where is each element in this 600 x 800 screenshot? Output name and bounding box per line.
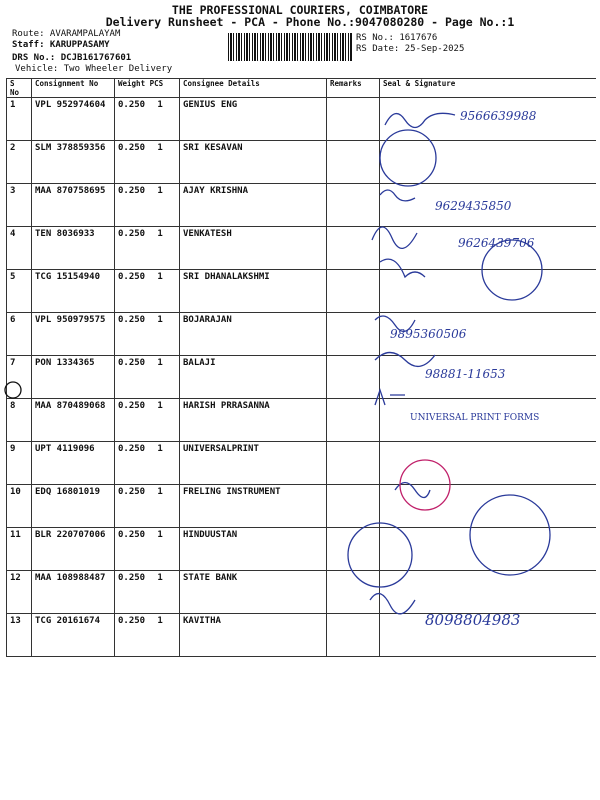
pcs: 1 xyxy=(157,100,163,110)
remarks xyxy=(327,184,380,227)
table-row xyxy=(7,442,597,485)
weight-pcs xyxy=(115,184,180,227)
weight-pcs xyxy=(115,227,180,270)
phone-handwritten: 9629435850 xyxy=(435,199,512,213)
pcs: 1 xyxy=(157,358,163,368)
weight: 0.250 xyxy=(118,530,146,540)
table-row xyxy=(7,614,597,657)
pcs: 1 xyxy=(157,229,163,239)
col-consignee: Consignee Details xyxy=(180,79,327,98)
weight-pcs xyxy=(115,98,180,141)
weight: 0.250 xyxy=(118,401,146,411)
consignment-no: MAA 870489068 xyxy=(32,399,115,442)
table-row xyxy=(7,227,597,270)
seal-signature xyxy=(380,141,597,184)
consignee: HARISH PRRASANNA xyxy=(180,399,327,442)
weight: 0.250 xyxy=(118,444,146,454)
pcs: 1 xyxy=(157,315,163,325)
phone-handwritten: 9566639988 xyxy=(460,109,537,123)
seal-signature xyxy=(380,485,597,528)
vehicle: Vehicle: Two Wheeler Delivery xyxy=(15,64,173,74)
sno: 2 xyxy=(7,141,32,184)
pcs: 1 xyxy=(157,401,163,411)
consignment-no: EDQ 16801019 xyxy=(32,485,115,528)
seal-signature xyxy=(380,270,597,313)
table-row xyxy=(7,141,597,184)
seal-signature xyxy=(380,528,597,571)
pcs: 1 xyxy=(157,616,163,626)
sno: 8 xyxy=(7,399,32,442)
route: Route: AVARAMPALAYAM xyxy=(12,29,121,39)
staff: Staff: KARUPPASAMY xyxy=(12,40,110,50)
pcs: 1 xyxy=(157,487,163,497)
consignment-no: UPT 4119096 xyxy=(32,442,115,485)
weight-pcs xyxy=(115,356,180,399)
weight: 0.250 xyxy=(118,143,146,153)
consignment-no: TCG 15154940 xyxy=(32,270,115,313)
sno: 12 xyxy=(7,571,32,614)
weight-pcs xyxy=(115,313,180,356)
remarks xyxy=(327,442,380,485)
seal-signature xyxy=(380,442,597,485)
table-row xyxy=(7,528,597,571)
seal-signature xyxy=(380,313,597,356)
pcs: 1 xyxy=(157,186,163,196)
consignment-no: VPL 950979575 xyxy=(32,313,115,356)
consignee: SRI KESAVAN xyxy=(180,141,327,184)
remarks xyxy=(327,270,380,313)
seal-signature xyxy=(380,399,597,442)
consignee: FRELING INSTRUMENT xyxy=(180,485,327,528)
consignee: GENIUS ENG xyxy=(180,98,327,141)
consignee: SRI DHANALAKSHMI xyxy=(180,270,327,313)
remarks xyxy=(327,141,380,184)
table-row xyxy=(7,184,597,227)
phone-handwritten: 9895360506 xyxy=(390,327,467,341)
weight: 0.250 xyxy=(118,229,146,239)
consignment-no: TEN 8036933 xyxy=(32,227,115,270)
col-weight-pcs: Weight PCS xyxy=(115,79,180,98)
pcs: 1 xyxy=(157,530,163,540)
consignee: BALAJI xyxy=(180,356,327,399)
sno: 13 xyxy=(7,614,32,657)
runsheet-subtitle: Delivery Runsheet - PCA - Phone No.:9047080280 - Page No.:1 xyxy=(105,15,515,29)
consignee: VENKATESH xyxy=(180,227,327,270)
table-row xyxy=(7,399,597,442)
phone-handwritten: 9626439706 xyxy=(458,236,535,250)
phone-handwritten: 98881-11653 xyxy=(425,367,506,381)
weight: 0.250 xyxy=(118,100,146,110)
col-consignment: Consignment No xyxy=(32,79,115,98)
phone-handwritten: 8098804983 xyxy=(425,611,521,629)
barcode xyxy=(228,33,353,61)
remarks xyxy=(327,399,380,442)
table-row xyxy=(7,356,597,399)
consignee: KAVITHA xyxy=(180,614,327,657)
drs-number: DRS No.: DCJB161767601 xyxy=(12,53,132,63)
weight-pcs xyxy=(115,399,180,442)
consignment-no: PON 1334365 xyxy=(32,356,115,399)
seal-signature xyxy=(380,356,597,399)
sno: 1 xyxy=(7,98,32,141)
consignment-no: VPL 952974604 xyxy=(32,98,115,141)
weight-pcs xyxy=(115,528,180,571)
weight-pcs xyxy=(115,270,180,313)
remarks xyxy=(327,528,380,571)
weight: 0.250 xyxy=(118,272,146,282)
remarks xyxy=(327,227,380,270)
sno: 3 xyxy=(7,184,32,227)
remarks xyxy=(327,571,380,614)
weight: 0.250 xyxy=(118,358,146,368)
col-remarks: Remarks xyxy=(327,79,380,98)
pcs: 1 xyxy=(157,143,163,153)
seal-signature xyxy=(380,227,597,270)
seal-signature xyxy=(380,184,597,227)
weight-pcs xyxy=(115,141,180,184)
table-row xyxy=(7,485,597,528)
table-row xyxy=(7,571,597,614)
remarks xyxy=(327,614,380,657)
runsheet-table xyxy=(6,78,596,657)
table-row xyxy=(7,270,597,313)
sno: 10 xyxy=(7,485,32,528)
company-title: THE PROFESSIONAL COURIERS, COIMBATORE xyxy=(171,3,429,17)
seal-signature xyxy=(380,614,597,657)
table-row xyxy=(7,98,597,141)
seal-signature xyxy=(380,571,597,614)
table-row xyxy=(7,313,597,356)
weight: 0.250 xyxy=(118,315,146,325)
consignment-no: MAA 108988487 xyxy=(32,571,115,614)
consignment-no: SLM 378859356 xyxy=(32,141,115,184)
consignment-no: BLR 220707006 xyxy=(32,528,115,571)
weight: 0.250 xyxy=(118,487,146,497)
pcs: 1 xyxy=(157,573,163,583)
sno: 9 xyxy=(7,442,32,485)
pcs: 1 xyxy=(157,272,163,282)
seal-signature xyxy=(380,98,597,141)
sno: 7 xyxy=(7,356,32,399)
remarks xyxy=(327,98,380,141)
rs-date: RS Date: 25-Sep-2025 xyxy=(356,44,465,54)
weight: 0.250 xyxy=(118,186,146,196)
consignee: AJAY KRISHNA xyxy=(180,184,327,227)
consignee: STATE BANK xyxy=(180,571,327,614)
sno: 5 xyxy=(7,270,32,313)
weight-pcs xyxy=(115,571,180,614)
col-seal: Seal & Signature xyxy=(380,79,597,98)
rs-number: RS No.: 1617676 xyxy=(356,33,438,43)
pcs: 1 xyxy=(157,444,163,454)
weight: 0.250 xyxy=(118,616,146,626)
weight: 0.250 xyxy=(118,573,146,583)
consignment-no: TCG 20161674 xyxy=(32,614,115,657)
weight-pcs xyxy=(115,614,180,657)
col-sno: S No xyxy=(7,79,32,98)
weight-pcs xyxy=(115,442,180,485)
remarks xyxy=(327,313,380,356)
table-header xyxy=(7,79,597,98)
stamp-universal-print: UNIVERSAL PRINT FORMS xyxy=(410,413,540,423)
sno: 11 xyxy=(7,528,32,571)
sno: 4 xyxy=(7,227,32,270)
consignee: BOJARAJAN xyxy=(180,313,327,356)
consignment-no: MAA 870758695 xyxy=(32,184,115,227)
consignee: HINDUUSTAN xyxy=(180,528,327,571)
remarks xyxy=(327,356,380,399)
remarks xyxy=(327,485,380,528)
consignee: UNIVERSALPRINT xyxy=(180,442,327,485)
weight-pcs xyxy=(115,485,180,528)
sno: 6 xyxy=(7,313,32,356)
